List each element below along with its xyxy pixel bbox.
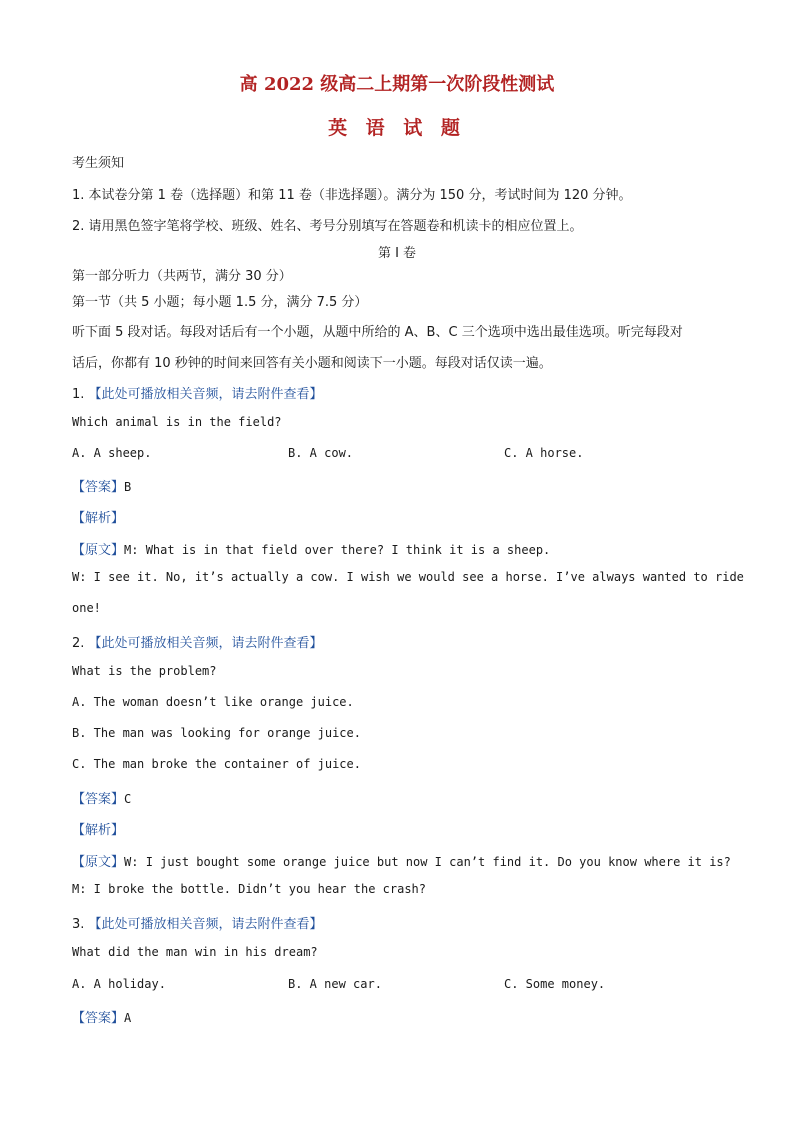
q2-option-a: A. The woman doesn’t like orange juice. [72,695,354,709]
notice-item-2: 2. 请用黑色签字笔将学校、班级、姓名、考号分别填写在答题卷和机读卡的相应位置上。 [72,219,583,234]
q2-answer [72,788,131,807]
q2-option-c: C. The man broke the container of juice. [72,757,361,771]
q1-number: 1. [72,387,85,402]
q1-original-line-1 [72,539,550,558]
q2-original-line-2: M: I broke the bottle. Didn’t you hear the crash? [72,882,427,896]
q1-header [72,383,323,402]
q2-answer-value: C [124,792,132,806]
answer-label: 【答案】 [72,1011,125,1026]
q1-original-text-1: M: What is in that field over there? I think it is a sheep. [124,543,551,557]
exam-subtitle: 英 语 试 题 [328,117,466,139]
instruction-line-2: 话后，你都有 10 秒钟的时间来回答有关小题和阅读下一小题。每段对话仅读一遍。 [72,356,552,371]
q1-original-line-2: W: I see it. No, it’s actually a cow. I wish we would see a horse. I’ve always wanted to ride [72,570,744,584]
q3-option-c: C. Some money. [504,977,606,991]
original-label: 【原文】 [72,543,125,558]
q1-audio-note: 【此处可播放相关音频，请去附件查看】 [88,387,323,402]
q2-analysis-label: 【解析】 [72,823,125,838]
q2-original-line-1 [72,851,731,870]
q1-option-a: A. A sheep. [72,446,152,460]
q3-option-b: B. A new car. [288,977,382,991]
q3-answer [72,1007,131,1026]
q2-option-b: B. The man was looking for orange juice. [72,726,361,740]
exam-title: 高 2022 级高二上期第一次阶段性测试 [239,74,555,95]
q3-question: What did the man win in his dream? [72,945,318,959]
q2-question: What is the problem? [72,664,217,678]
q1-option-b: B. A cow. [288,446,354,460]
notice-heading: 考生须知 [72,156,125,171]
notice-item-1: 1. 本试卷分第 1 卷（选择题）和第 11 卷（非选择题）。满分为 150 分，考试时间为 120 分钟。 [72,188,632,203]
answer-label: 【答案】 [72,480,125,495]
part1-heading: 第一部分听力（共两节，满分 30 分） [72,269,292,284]
q2-audio-note: 【此处可播放相关音频，请去附件查看】 [88,636,323,651]
q3-number: 3. [72,917,85,932]
q3-audio-note: 【此处可播放相关音频，请去附件查看】 [88,917,323,932]
section1-heading: 第一节（共 5 小题；每小题 1.5 分，满分 7.5 分） [72,295,368,310]
instruction-line-1: 听下面 5 段对话。每段对话后有一个小题，从题中所给的 A、B、C 三个选项中选出最佳选项。听完每段对 [72,325,683,340]
q3-option-a: A. A holiday. [72,977,166,991]
q1-analysis-label: 【解析】 [72,511,125,526]
q1-answer-value: B [124,480,132,494]
q2-original-text-1: W: I just bought some orange juice but now I can’t find it. Do you know where it is? [124,855,731,869]
q2-number: 2. [72,636,85,651]
q3-header [72,913,323,932]
q1-answer [72,476,131,495]
q2-header [72,632,323,651]
volume-label: 第 I 卷 [377,246,417,261]
q1-original-line-3: one! [72,601,101,615]
q1-option-c: C. A horse. [504,446,584,460]
q1-question: Which animal is in the field? [72,415,282,429]
q3-answer-value: A [124,1011,132,1025]
original-label: 【原文】 [72,855,125,870]
answer-label: 【答案】 [72,792,125,807]
